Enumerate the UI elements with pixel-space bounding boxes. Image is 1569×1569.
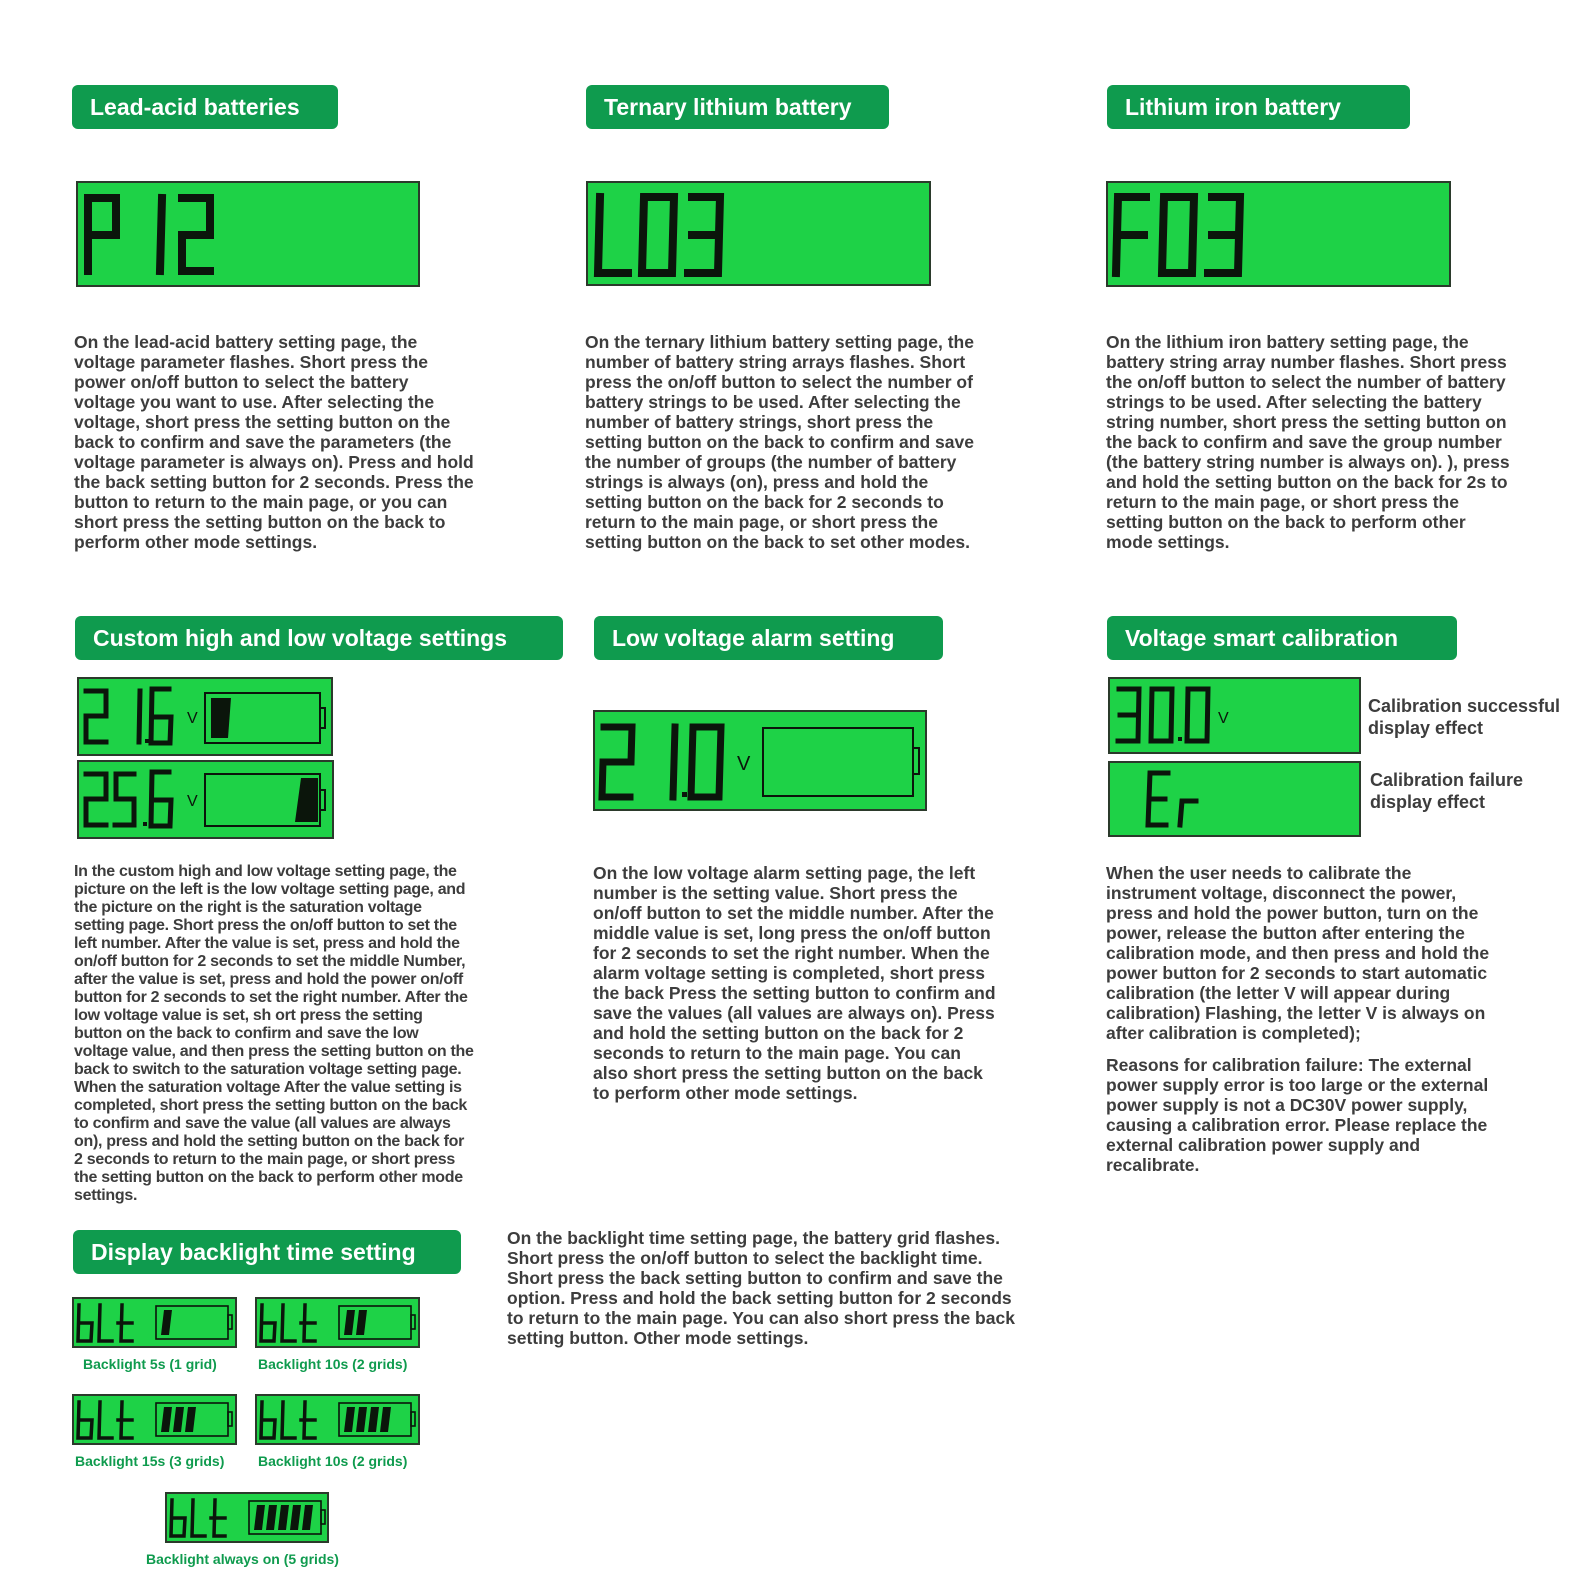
lead-acid-header: Lead-acid batteries (72, 85, 338, 129)
battery-grid-cell (254, 1505, 265, 1530)
backlight-lcd-graphic (74, 1299, 235, 1346)
battery-tip (411, 1315, 415, 1329)
battery-grid-cell (161, 1407, 172, 1432)
backlight-lcd-graphic (257, 1396, 418, 1443)
unit-label: V (187, 710, 198, 727)
lithium-iron-lcd (1106, 181, 1451, 287)
calibration-failure-caption: Calibration failure display effect (1370, 770, 1524, 812)
lcd-digits-l03 (588, 183, 929, 284)
battery-grid-cell (185, 1407, 196, 1432)
calibration-description: When the user needs to calibrate the instrument voltage, disconnect the power, press and hold the power button, turn on the power, release the button after entering the calibration mode, and then press and hold the power button for 2 seconds to start automatic calibration (the letter V will appear during calibration) Flashing, the letter V is always on after calibration is completed); (1106, 863, 1490, 1043)
battery-tip (228, 1412, 232, 1426)
calibration-success-caption: Calibration successful display effect (1368, 696, 1561, 738)
ternary-description: On the ternary lithium battery setting page, the number of battery string arrays flashes. Short press the on/off button to select the number of battery strings to be used. After selecting the number of battery strings, short press the setting button on the back to confirm and save the number of groups (the number of battery strings is always (on), press and hold the setting button on the back for 2 seconds to return to the main page, or short press the setting button on the back to set other modes. (585, 332, 974, 552)
backlight-lcd-5 (165, 1492, 329, 1543)
backlight-caption-1: Backlight 5s (1 grid) (83, 1356, 217, 1372)
unit-label: V (187, 793, 198, 810)
backlight-caption-4: Backlight 10s (2 grids) (258, 1453, 408, 1469)
ternary-lcd (586, 181, 931, 286)
battery-grid-cell (173, 1407, 184, 1432)
low-alarm-lcd (593, 710, 927, 811)
blt-text-glyph (261, 1402, 315, 1438)
low-alarm-description: On the low voltage alarm setting page, the left number is the setting value. Short press the on/off button to set the middle number. After the middle value is set, long press the on/off button for 2 seconds to set the right number. When the alarm voltage setting is completed, short press the back Press the setting button to confirm and save the values (all values are always on). Press and hold the setting button on the back for 2 seconds to return to the main page. You can also short press the setting button on the back to perform other mode settings. (593, 863, 996, 1103)
blt-text-glyph (261, 1305, 315, 1341)
backlight-lcd-1 (72, 1297, 237, 1348)
battery-grid-cell (161, 1310, 172, 1335)
backlight-lcd-4 (255, 1394, 420, 1445)
battery-grid-cell (356, 1407, 367, 1432)
unit-label: V (1218, 710, 1229, 727)
backlight-header: Display backlight time setting (73, 1230, 461, 1274)
unit-label: V (737, 753, 751, 775)
lcd-text-er (1110, 763, 1359, 835)
lithium-iron-header: Lithium iron battery (1107, 85, 1410, 129)
battery-grid-cell (344, 1310, 355, 1335)
ternary-header: Ternary lithium battery (586, 85, 889, 129)
backlight-lcd-graphic (167, 1494, 328, 1541)
calibration-failure-lcd (1108, 761, 1361, 837)
battery-grid-cell (278, 1505, 289, 1530)
battery-grid-cell (380, 1407, 391, 1432)
calibration-success-lcd (1108, 677, 1361, 754)
backlight-caption-3: Backlight 15s (3 grids) (75, 1453, 225, 1469)
battery-tip (228, 1315, 232, 1329)
backlight-lcd-graphic (257, 1299, 418, 1346)
lead-acid-lcd (76, 181, 420, 287)
lead-acid-description: On the lead-acid battery setting page, the voltage parameter flashes. Short press the power on/off button to select the battery voltage you want to use. After selecting the voltage, short press the setting button on the back to confirm and save the parameters (the voltage parameter is always on). Press and hold the back setting button for 2 seconds. Press the button to return to the main page, or you can short press the setting button on the back to perform other mode settings. (74, 332, 474, 552)
backlight-lcd-3 (72, 1394, 237, 1445)
custom-high-voltage-lcd (77, 760, 334, 839)
battery-grid-cell (344, 1407, 355, 1432)
battery-grid-cell (290, 1505, 301, 1530)
battery-grid-cell (356, 1310, 367, 1335)
custom-low-voltage-lcd (77, 677, 333, 756)
blt-text-glyph (78, 1305, 132, 1341)
calibration-failure-reasons: Reasons for calibration failure: The external power supply error is too large or the external power supply is not a DC30V power supply, causing a calibration error. Please replace the external calibration power supply and recalibrate. (1106, 1055, 1489, 1175)
custom-voltage-description: In the custom high and low voltage setting page, the picture on the left is the low voltage setting page, and the picture on the right is the saturation voltage setting page. Short press the on/off button to set the left number. After the value is set, press and hold the on/off button for 2 seconds to set the middle Number, after the value is set, press and hold the power on/off button for 2 seconds to set the right number. After the low voltage value is set, sh ort press the setting button on the back to confirm and save the low voltage value, and then press the setting button on the back to switch to the saturation voltage setting page. When the saturation voltage After the value setting is completed, short press the setting button on the back to confirm and save the value (all values are always on), press and hold the setting button on the back for 2 seconds to return to the main page, or short press the setting button on the back to perform other mode settings. (74, 863, 474, 1204)
blt-text-glyph (78, 1402, 132, 1438)
backlight-description: On the backlight time setting page, the battery grid flashes. Short press the on/off button to select the backlight time. Short press the back setting button to confirm and save the option. Press and hold the back setting button for 2 seconds to return to the main page. You can also short press the back setting button. Other mode settings. (507, 1228, 1015, 1348)
lcd-reading-30-0 (1110, 679, 1359, 752)
calibration-header: Voltage smart calibration (1107, 616, 1457, 660)
battery-grid-cell (302, 1505, 313, 1530)
lcd-digits-p12 (78, 183, 418, 285)
battery-tip (411, 1412, 415, 1426)
battery-tip (321, 1510, 325, 1524)
battery-grid-cell (368, 1407, 379, 1432)
lcd-reading-21-6 (79, 679, 331, 754)
lcd-digits-f03 (1108, 183, 1449, 285)
backlight-lcd-2 (255, 1297, 420, 1348)
lcd-reading-25-6 (79, 762, 332, 837)
lithium-iron-description: On the lithium iron battery setting page, the battery string array number flashes. Short press the on/off button to select the number of battery strings to be used. After selecting the battery string number, short press the setting button on the back to confirm and save the group number (the battery string number is always on). ), press and hold the setting button on the back for 2s to return to the main page, or short press the setting button on the back to perform other mode settings. (1106, 332, 1510, 552)
blt-text-glyph (171, 1500, 225, 1536)
low-alarm-header: Low voltage alarm setting (594, 616, 943, 660)
battery-grid-cell (266, 1505, 277, 1530)
backlight-lcd-graphic (74, 1396, 235, 1443)
backlight-caption-2: Backlight 10s (2 grids) (258, 1356, 408, 1372)
lcd-reading-21-0 (595, 712, 925, 809)
custom-voltage-header: Custom high and low voltage settings (75, 616, 563, 660)
backlight-caption-5: Backlight always on (5 grids) (146, 1551, 339, 1567)
